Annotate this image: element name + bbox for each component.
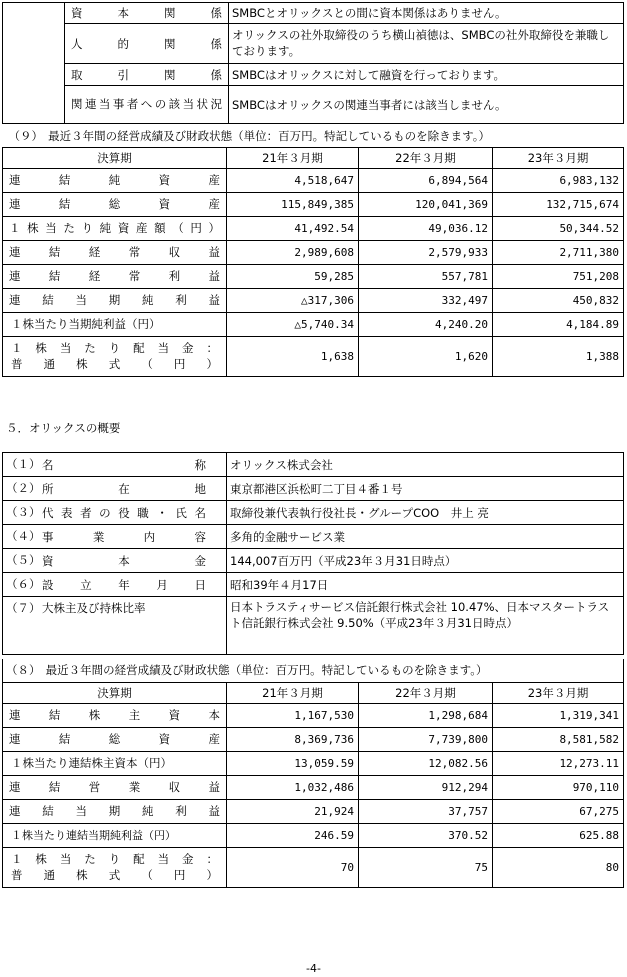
- table-header-row: [3, 682, 624, 703]
- item-value: 日本トラスティサービス信託銀行株式会社 10.47%、日本マスタートラスト信託銀行株式会社 9.50%（平成23年３月31日時点）: [227, 597, 624, 655]
- value-cell: 49,036.12: [359, 216, 493, 240]
- page-number: -4-: [306, 962, 321, 975]
- value-cell: 751,208: [493, 264, 624, 288]
- value-cell: 8,581,582: [493, 727, 624, 751]
- value-cell: 13,059.59: [227, 751, 359, 775]
- value-cell: 4,518,647: [227, 168, 359, 192]
- value-cell: 1,319,341: [493, 703, 624, 727]
- item-number: （４）: [6, 529, 41, 544]
- item-label: 設立年月日: [42, 577, 206, 592]
- item-number: （７）: [6, 601, 41, 615]
- section-heading-row: [3, 659, 624, 682]
- item-number: （５）: [6, 553, 41, 568]
- header-cell: 23年３月期: [493, 682, 624, 703]
- table-header-row: [3, 147, 624, 168]
- value-cell: 2,711,380: [493, 240, 624, 264]
- value-cell: 41,492.54: [227, 216, 359, 240]
- table-row: [3, 240, 624, 264]
- value-cell: 37,757: [359, 799, 493, 823]
- value-cell: 1,032,486: [227, 775, 359, 799]
- value-cell: 80: [493, 847, 624, 887]
- section-title: 最近３年間の経営成績及び財政状態（単位：百万円。特記しているものを除きます。）: [48, 128, 490, 143]
- overview-row: [3, 573, 624, 597]
- value-cell: 1,388: [493, 336, 624, 376]
- row-label: １株当たり当期純利益（円）: [3, 312, 227, 336]
- value-cell: 12,082.56: [359, 751, 493, 775]
- item-value: 東京都港区浜松町二丁目４番１号: [227, 477, 624, 501]
- relation-row: [3, 86, 624, 124]
- item-value: 多角的金融サービス業: [227, 525, 624, 549]
- item-value: 144,007百万円（平成23年３月31日時点）: [227, 549, 624, 573]
- row-label: 連結総資産: [3, 192, 227, 216]
- row-label: 連結当期純利益: [3, 799, 227, 823]
- header-cell: 22年３月期: [359, 682, 493, 703]
- relation-value: オリックスの社外取締役のうち横山禎徳は、SMBCの社外取締役を兼職しております。: [229, 24, 624, 64]
- table-row: [3, 168, 624, 192]
- header-cell: 23年３月期: [493, 147, 624, 168]
- table-row: [3, 216, 624, 240]
- row-label: [3, 336, 227, 376]
- value-cell: △5,740.34: [227, 312, 359, 336]
- header-cell: 21年３月期: [227, 682, 359, 703]
- section-heading-row: [3, 125, 624, 147]
- value-cell: 557,781: [359, 264, 493, 288]
- relation-label: 取 引 関 係: [65, 64, 229, 86]
- value-cell: 2,989,608: [227, 240, 359, 264]
- overview-row: [3, 501, 624, 525]
- relation-value: SMBCとオリックスとの間に資本関係はありません。: [229, 3, 624, 24]
- table-row: [3, 823, 624, 847]
- item-value: オリックス株式会社: [227, 453, 624, 477]
- row-label: [3, 847, 227, 887]
- blank-cell: [3, 3, 65, 124]
- value-cell: 4,240.20: [359, 312, 493, 336]
- value-cell: 450,832: [493, 288, 624, 312]
- item-label: 名 称: [42, 457, 206, 472]
- item-label: 事業内容: [42, 529, 206, 544]
- value-cell: 75: [359, 847, 493, 887]
- value-cell: 132,715,674: [493, 192, 624, 216]
- value-cell: 970,110: [493, 775, 624, 799]
- overview-row: [3, 549, 624, 573]
- overview-row: [3, 525, 624, 549]
- row-label-line: 普通株式（円）: [11, 357, 218, 371]
- value-cell: 50,344.52: [493, 216, 624, 240]
- row-label-line: １株当たり配当金：: [11, 851, 218, 866]
- relation-value: SMBCはオリックスに対して融資を行っております。: [229, 64, 624, 86]
- value-cell: 246.59: [227, 823, 359, 847]
- value-cell: 4,184.89: [493, 312, 624, 336]
- row-label: 連結経常利益: [3, 264, 227, 288]
- row-label: 連結純資産: [3, 168, 227, 192]
- section-title: 最近３年間の経営成績及び財政状態（単位：百万円。特記しているものを除きます。）: [45, 663, 488, 678]
- value-cell: 332,497: [359, 288, 493, 312]
- relation-row: [3, 3, 624, 24]
- table-row: [3, 727, 624, 751]
- sec8-financial-table: [2, 659, 624, 888]
- item-label: 所 在 地: [42, 481, 206, 496]
- value-cell: 2,579,933: [359, 240, 493, 264]
- header-cell: 決算期: [3, 147, 227, 168]
- item-value: 昭和39年４月17日: [227, 573, 624, 597]
- table-row: [3, 288, 624, 312]
- row-label: １株当たり連結株主資本（円）: [3, 751, 227, 775]
- row-label: 連結当期純利益: [3, 288, 227, 312]
- item-label: 代表者の役職・氏名: [42, 505, 206, 520]
- row-label: 連結営業収益: [3, 775, 227, 799]
- item-number: （１）: [6, 457, 41, 472]
- value-cell: 21,924: [227, 799, 359, 823]
- table-row: [3, 847, 624, 887]
- row-label: 連結総資産: [3, 727, 227, 751]
- table-row: [3, 192, 624, 216]
- row-label: １株当たり連結当期純利益（円）: [3, 823, 227, 847]
- item-label: 資本金: [42, 553, 206, 568]
- value-cell: 370.52: [359, 823, 493, 847]
- header-cell: 22年３月期: [359, 147, 493, 168]
- row-label: 連結株主資本: [3, 703, 227, 727]
- orix-overview-table: [2, 452, 624, 655]
- table-row: [3, 799, 624, 823]
- header-cell: 決算期: [3, 682, 227, 703]
- value-cell: 115,849,385: [227, 192, 359, 216]
- value-cell: 1,638: [227, 336, 359, 376]
- value-cell: 912,294: [359, 775, 493, 799]
- overview-row: [3, 597, 624, 655]
- section-number: （９）: [8, 128, 43, 143]
- table-row: [3, 775, 624, 799]
- row-label-line: １株当たり配当金：: [11, 340, 218, 355]
- item-number: （２）: [6, 481, 41, 496]
- item-number: （６）: [6, 577, 41, 592]
- section-number: （８）: [6, 663, 41, 678]
- value-cell: 59,285: [227, 264, 359, 288]
- item-label: 大株主及び持株比率: [42, 601, 146, 615]
- value-cell: 12,273.11: [493, 751, 624, 775]
- relation-label: 資 本 関 係: [65, 3, 229, 24]
- value-cell: 70: [227, 847, 359, 887]
- table-row: [3, 264, 624, 288]
- relation-label: 人 的 関 係: [65, 24, 229, 64]
- item-value: 取締役兼代表執行役社長・グループCOO 井上 亮: [227, 501, 624, 525]
- relation-value: SMBCはオリックスの関連当事者には該当しません。: [229, 86, 624, 124]
- row-label: 連結経常収益: [3, 240, 227, 264]
- row-label: １株当たり純資産額（円）: [3, 216, 227, 240]
- value-cell: 120,041,369: [359, 192, 493, 216]
- overview-row: [3, 477, 624, 501]
- value-cell: 1,620: [359, 336, 493, 376]
- relation-label: 関連当事者への該当状況: [65, 86, 229, 124]
- value-cell: △317,306: [227, 288, 359, 312]
- table-row: [3, 336, 624, 376]
- item-number: （３）: [6, 505, 41, 520]
- overview-row: [3, 453, 624, 477]
- relation-row: [3, 64, 624, 86]
- row-label-line: 普通株式（円）: [11, 868, 218, 882]
- value-cell: 1,298,684: [359, 703, 493, 727]
- header-cell: 21年３月期: [227, 147, 359, 168]
- table-row: [3, 751, 624, 775]
- value-cell: 8,369,736: [227, 727, 359, 751]
- table-row: [3, 703, 624, 727]
- value-cell: 1,167,530: [227, 703, 359, 727]
- capital-relations-table: [2, 2, 624, 124]
- value-cell: 6,894,564: [359, 168, 493, 192]
- table-row: [3, 312, 624, 336]
- value-cell: 6,983,132: [493, 168, 624, 192]
- value-cell: 7,739,800: [359, 727, 493, 751]
- section-title: ５．オリックスの概要: [6, 421, 121, 435]
- relation-row: [3, 24, 624, 64]
- value-cell: 67,275: [493, 799, 624, 823]
- sec9-financial-table: [2, 125, 624, 377]
- value-cell: 625.88: [493, 823, 624, 847]
